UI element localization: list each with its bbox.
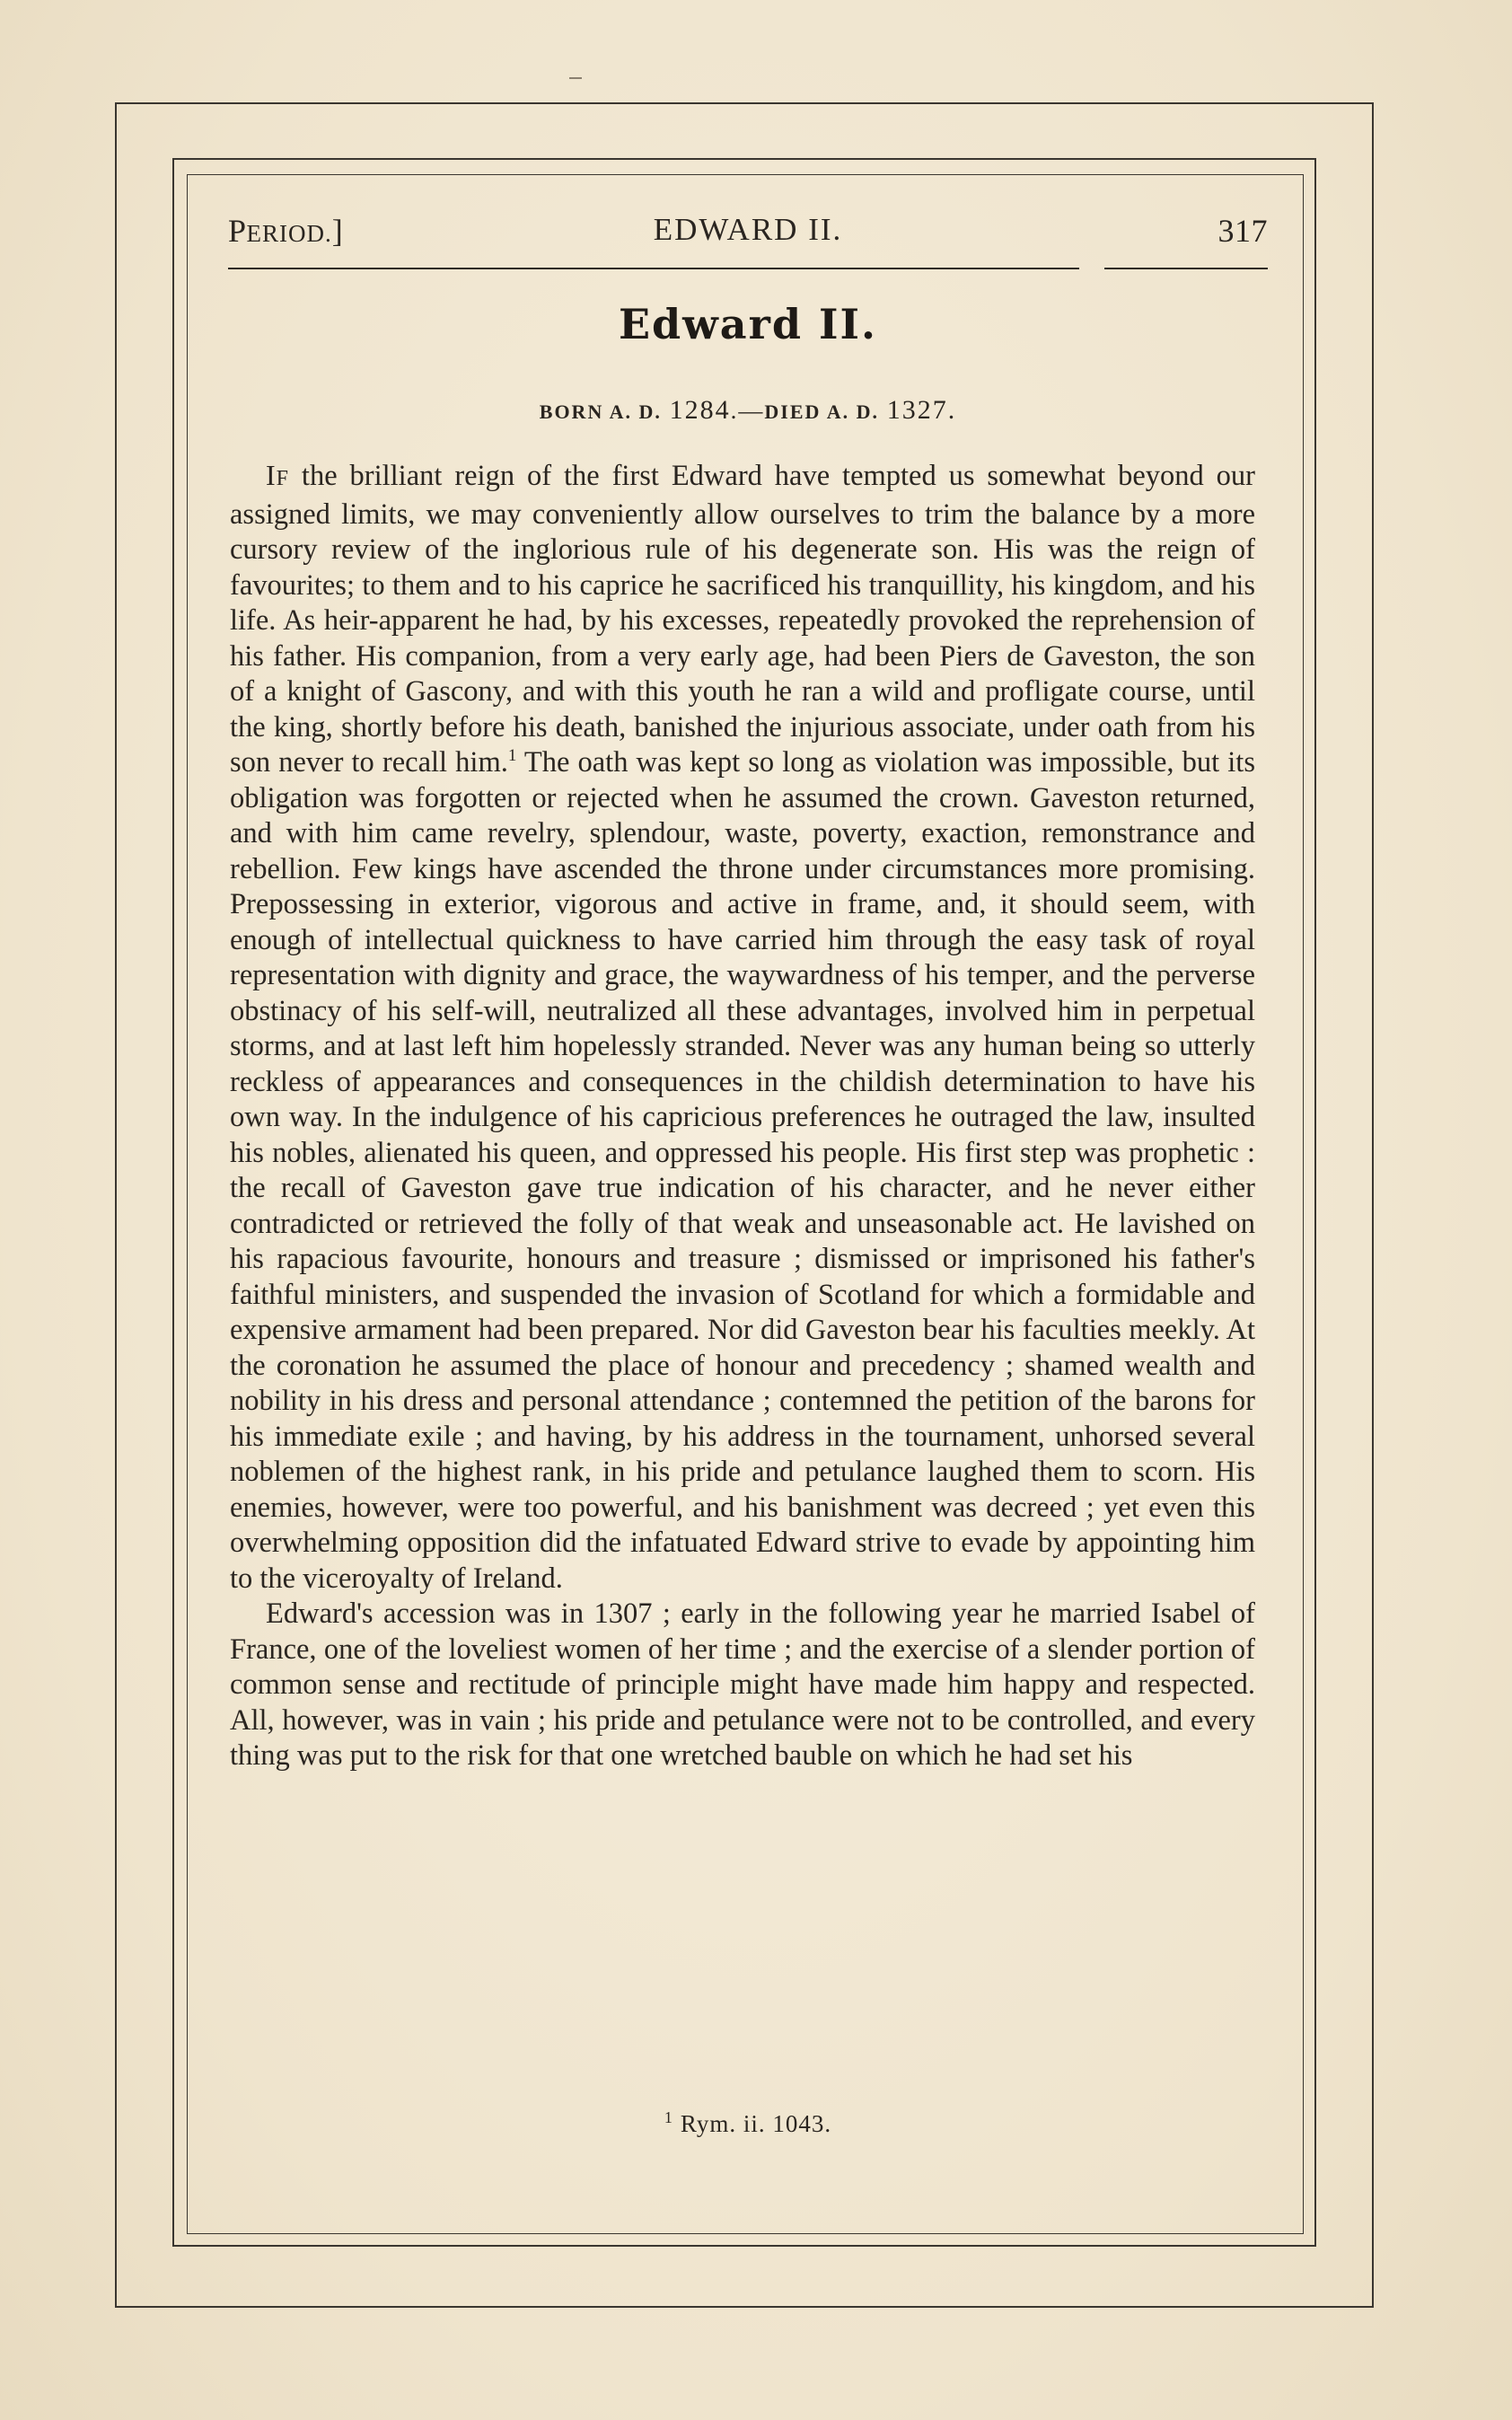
footnote-marker: 1: [664, 2108, 673, 2126]
paragraph-1: [230, 458, 1255, 1597]
header-rule: [228, 268, 1079, 269]
footnote-text: Rym. ii. 1043.: [680, 2110, 832, 2137]
died-label: DIED A. D.: [764, 400, 879, 423]
header-rule-short: [1104, 268, 1268, 269]
header-period-cap: P: [228, 213, 247, 249]
page-number: 317: [1218, 213, 1268, 249]
born-year: 1284: [669, 395, 731, 425]
dates-separator: .—: [730, 397, 765, 424]
paragraph-1-initial: I: [266, 459, 277, 491]
paragraph-1-text-a: the brilliant reign of the first Edward have tempted us somewhat beyond our assigned limits, we may conveniently allow ourselves to trim the balance by a more cursory review of the inglorious rule of his degenerate son. His was the reign of favourites; to them and to his caprice he sacrificed his tranquillity, his kingdom, and his life. As heir-apparent he had, by his excesses, repeatedly provoked the reprehension of his father. His companion, from a very early age, had been Piers de Gaveston, the son of a knight of Gascony, and with this youth he ran a wild and profligate course, until the king, shortly before his death, banished the injurious associate, under oath from his son never to recall him.: [230, 460, 1255, 779]
footnote-reference: 1: [507, 746, 517, 766]
footnote: [228, 2110, 1268, 2138]
body-text: [230, 458, 1255, 1774]
life-dates: [228, 395, 1268, 426]
died-year: 1327.: [886, 395, 957, 425]
top-mark: [569, 77, 582, 79]
paragraph-1-initial-rest: F: [276, 467, 290, 490]
born-label: BORN A. D.: [539, 400, 662, 423]
paragraph-1-text-b: The oath was kept so long as violation was impossible, but its obligation was forgotten or rejected when he assumed the crown. Gaveston returned, and with him came revelry, splendour, waste, poverty, exaction, remonstrance and rebellion. Few kings have ascended the throne under circumstances more promising. Prepossessing in exterior, vigorous and active in frame, and, it should seem, with enough of intellectual quickness to have carried him through the easy task of royal representation with dignity and grace, the waywardness of his temper, and the perverse obstinacy of his self-will, neutralized all these advantages, involved him in perpetual storms, and at last left him hopelessly stranded. Never was any human being so utterly reckless of appearances and consequences in the childish determination to have his own way. In the indulgence of his capricious preferences he outraged the law, insulted his nobles, alienated his queen, and oppressed his people. His first step was prophetic : the recall of Gaveston gave true indication of his character, and he never either contradicted or retrieved the folly of that weak and unseasonable act. He lavished on his rapacious favourite, honours and treasure ; dismissed or imprisoned his father's faithful ministers, and suspended the invasion of Scotland for which a formidable and expensive armament had been prepared. Nor did Gaveston bear his faculties meekly. At the coronation he assumed the place of honour and precedency ; shamed wealth and nobility in his dress and personal attendance ; contemned the petition of the barons for his immediate exile ; and having, by his address in the tournament, unhorsed several noblemen of the highest rank, in his pride and petulance laughed them to scorn. His enemies, however, were too powerful, and his banishment was decreed ; yet even this overwhelming opposition did the infatuated Edward strive to evade by appointing him to the viceroyalty of Ireland.: [230, 746, 1255, 1595]
header-period-bracket: ]: [331, 213, 344, 249]
page-title: Edward II.: [618, 300, 878, 348]
header-title: EDWARD II.: [653, 212, 843, 247]
header-period-rest: ERIOD.: [246, 220, 332, 247]
running-header: [228, 205, 1268, 251]
paragraph-2: Edward's accession was in 1307 ; early in the following year he married Isabel of France, one of the loveliest women of her time ; and the exercise of a slender portion of common sense and rectitude of principle might have made him happy and respected. All, however, was in vain ; his pride and petulance were not to be controlled, and every thing was put to the risk for that one wretched bauble on which he had set his: [230, 1597, 1255, 1772]
